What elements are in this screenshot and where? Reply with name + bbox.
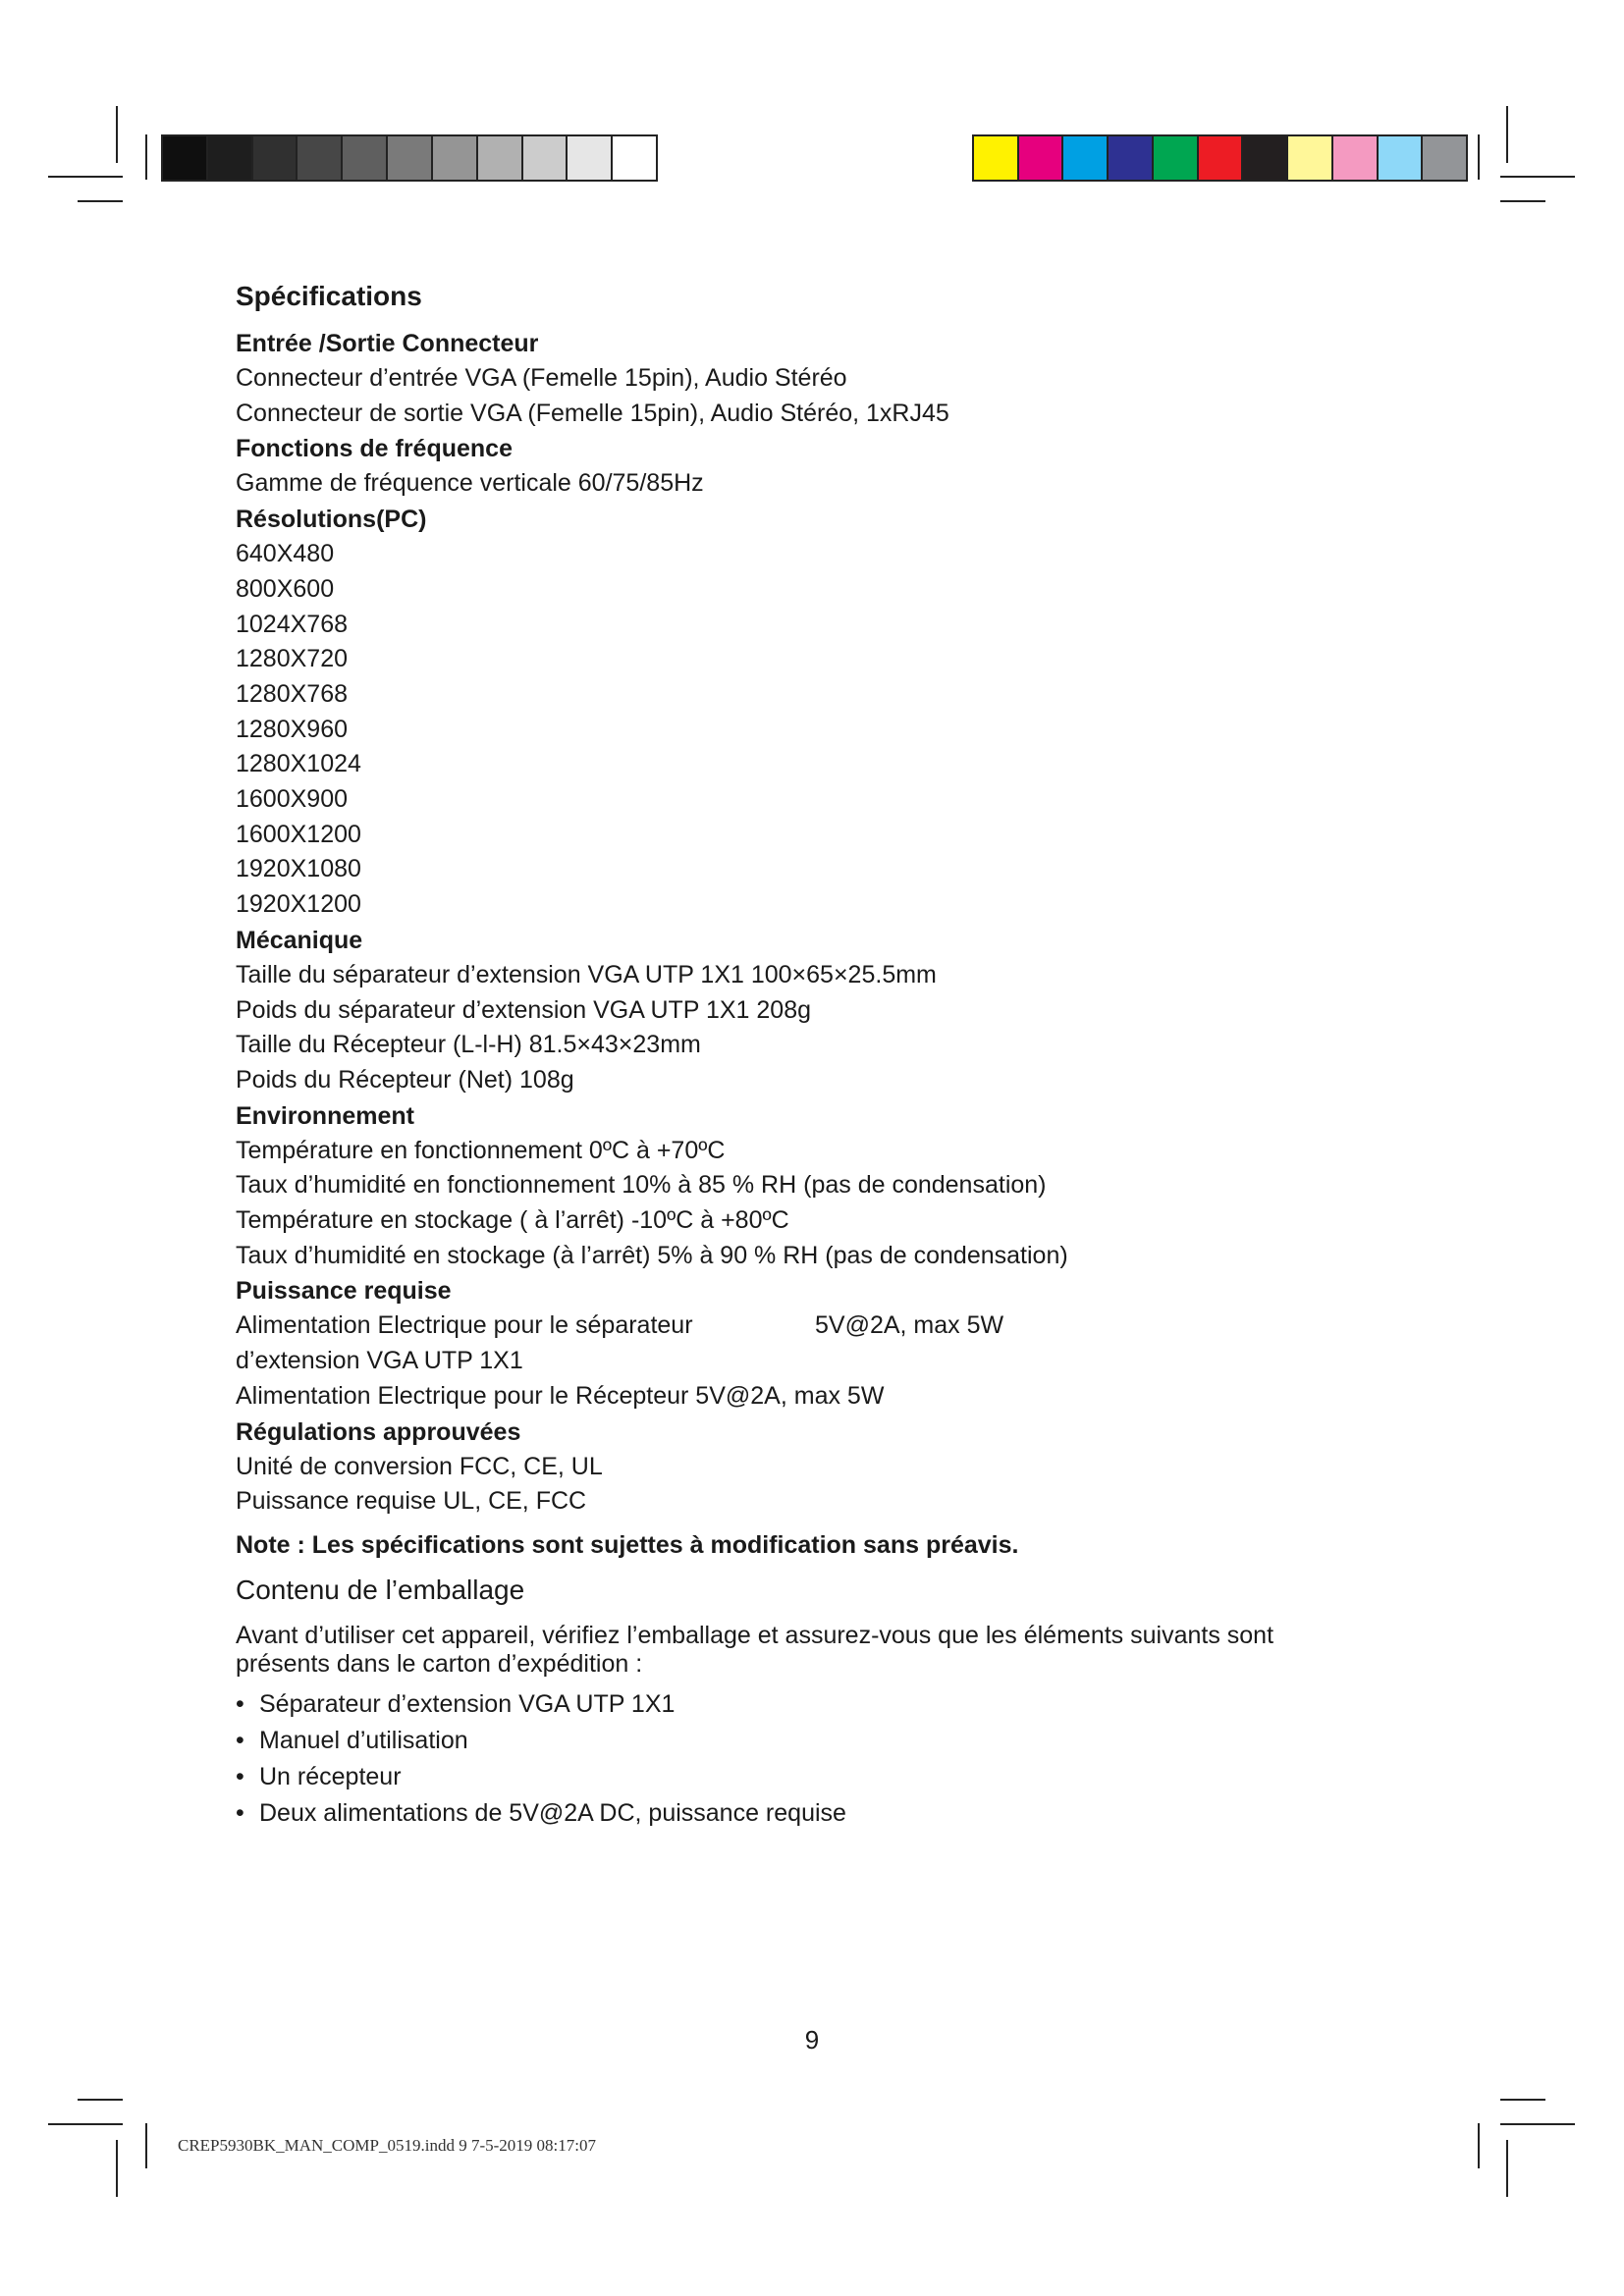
list-item-text: Deux alimentations de 5V@2A DC, puissance requise xyxy=(259,1798,846,1827)
resolution-item: 1600X900 xyxy=(236,785,349,814)
mechanical-heading: Mécanique xyxy=(236,926,363,954)
list-item xyxy=(236,1686,1355,1723)
gray-swatch xyxy=(478,136,523,180)
crop-mark xyxy=(116,106,118,163)
color-swatch xyxy=(1243,136,1288,180)
crop-mark xyxy=(116,2140,118,2197)
frequency-heading: Fonctions de fréquence xyxy=(236,435,513,463)
resolutions-heading: Résolutions(PC) xyxy=(236,506,427,534)
spec-line: Température en stockage ( à l’arrêt) -10ºC à +80ºC xyxy=(236,1206,789,1235)
io-heading: Entrée /Sortie Connecteur xyxy=(236,330,539,357)
list-item-text: Un récepteur xyxy=(259,1762,402,1790)
bullet: • xyxy=(236,1726,244,1754)
resolution-item: 640X480 xyxy=(236,540,335,568)
gray-swatch xyxy=(298,136,343,180)
gray-swatch xyxy=(208,136,253,180)
power-label: Alimentation Electrique pour le séparateur xyxy=(236,1311,693,1340)
list-item-text: Manuel d’utilisation xyxy=(259,1726,468,1754)
spec-line: Connecteur de sortie VGA (Femelle 15pin), Audio Stéréo, 1xRJ45 xyxy=(236,399,949,427)
crop-mark xyxy=(145,134,147,180)
color-swatch xyxy=(1333,136,1379,180)
gray-swatch xyxy=(343,136,388,180)
crop-mark xyxy=(1500,176,1575,178)
crop-mark xyxy=(1478,2123,1480,2168)
color-swatch xyxy=(974,136,1019,180)
gray-swatch xyxy=(613,136,656,180)
mechanical-section xyxy=(236,958,1355,1098)
crop-mark xyxy=(78,2099,123,2101)
color-swatch xyxy=(1063,136,1109,180)
color-swatch xyxy=(1109,136,1154,180)
resolution-item: 1280X720 xyxy=(236,645,349,673)
resolution-item: 1920X1080 xyxy=(236,855,361,883)
list-item xyxy=(236,1723,1355,1759)
bullet: • xyxy=(236,1689,244,1718)
spec-line: Connecteur d’entrée VGA (Femelle 15pin), Audio Stéréo xyxy=(236,364,847,392)
list-item xyxy=(236,1759,1355,1795)
spec-line: Poids du séparateur d’extension VGA UTP 1X1 208g xyxy=(236,995,812,1024)
package-intro: Avant d’utiliser cet appareil, vérifiez l’emballage et assurez-vous que les éléments suivants sont présents dans le carton d’expédition : xyxy=(236,1621,1274,1678)
crop-mark xyxy=(1478,134,1480,180)
spec-line: Unité de conversion FCC, CE, UL xyxy=(236,1452,603,1480)
resolution-item: 1920X1200 xyxy=(236,890,361,919)
spec-line: Puissance requise UL, CE, FCC xyxy=(236,1487,587,1516)
gray-swatch xyxy=(433,136,478,180)
resolution-item: 800X600 xyxy=(236,574,335,603)
color-swatch xyxy=(1423,136,1466,180)
crop-mark xyxy=(48,2123,123,2125)
bullet: • xyxy=(236,1762,244,1790)
specifications-title: Spécifications xyxy=(236,281,422,311)
bullet: • xyxy=(236,1798,244,1827)
page-number: 9 xyxy=(804,2025,820,2055)
spec-line: Taux d’humidité en fonctionnement 10% à 85 % RH (pas de condensation) xyxy=(236,1171,1047,1200)
package-items-list xyxy=(236,1686,1355,1832)
power-row xyxy=(236,1308,1355,1344)
resolutions-list xyxy=(236,537,1355,923)
io-section xyxy=(236,361,1355,431)
grayscale-calibration-bar xyxy=(161,134,658,182)
regulations-heading: Régulations approuvées xyxy=(236,1417,521,1446)
resolution-item: 1280X768 xyxy=(236,679,349,708)
spec-line: Température en fonctionnement 0ºC à +70ºC xyxy=(236,1136,726,1164)
spec-line: Taille du Récepteur (L-l-H) 81.5×43×23mm xyxy=(236,1031,701,1059)
spec-line: Poids du Récepteur (Net) 108g xyxy=(236,1065,574,1094)
package-title: Contenu de l’emballage xyxy=(236,1574,525,1605)
gray-swatch xyxy=(163,136,208,180)
crop-mark xyxy=(48,176,123,178)
crop-mark xyxy=(1506,2140,1508,2197)
spec-line: Alimentation Electrique pour le Récepteur 5V@2A, max 5W xyxy=(236,1381,885,1410)
resolution-item: 1280X1024 xyxy=(236,750,361,778)
crop-mark xyxy=(145,2123,147,2168)
gray-swatch xyxy=(253,136,298,180)
page-content xyxy=(236,279,1355,1832)
spec-line: Taux d’humidité en stockage (à l’arrêt) 5% à 90 % RH (pas de condensation) xyxy=(236,1241,1068,1269)
resolution-item: 1600X1200 xyxy=(236,820,361,848)
crop-mark xyxy=(1506,106,1508,163)
color-swatch xyxy=(1288,136,1333,180)
spec-line: Taille du séparateur d’extension VGA UTP 1X1 100×65×25.5mm xyxy=(236,960,937,988)
power-heading: Puissance requise xyxy=(236,1277,452,1306)
color-swatch xyxy=(1019,136,1064,180)
color-swatch xyxy=(1154,136,1199,180)
specs-note: Note : Les spécifications sont sujettes à modification sans préavis. xyxy=(236,1530,1019,1559)
power-value: 5V@2A, max 5W xyxy=(815,1311,1004,1340)
color-calibration-bar xyxy=(972,134,1468,182)
environment-section xyxy=(236,1134,1355,1274)
spec-line: d’extension VGA UTP 1X1 xyxy=(236,1347,523,1375)
list-item xyxy=(236,1795,1355,1832)
list-item-text: Séparateur d’extension VGA UTP 1X1 xyxy=(259,1689,676,1718)
crop-mark xyxy=(1500,2099,1545,2101)
crop-mark xyxy=(78,200,123,202)
gray-swatch xyxy=(523,136,568,180)
color-swatch xyxy=(1199,136,1244,180)
print-slug: CREP5930BK_MAN_COMP_0519.indd 9 7-5-2019 08:17:07 xyxy=(178,2136,596,2155)
environment-heading: Environnement xyxy=(236,1101,414,1130)
spec-line: Gamme de fréquence verticale 60/75/85Hz xyxy=(236,469,704,498)
color-swatch xyxy=(1379,136,1424,180)
resolution-item: 1280X960 xyxy=(236,715,349,743)
crop-mark xyxy=(1500,2123,1575,2125)
crop-mark xyxy=(1500,200,1545,202)
gray-swatch xyxy=(568,136,613,180)
gray-swatch xyxy=(388,136,433,180)
resolution-item: 1024X768 xyxy=(236,610,349,638)
